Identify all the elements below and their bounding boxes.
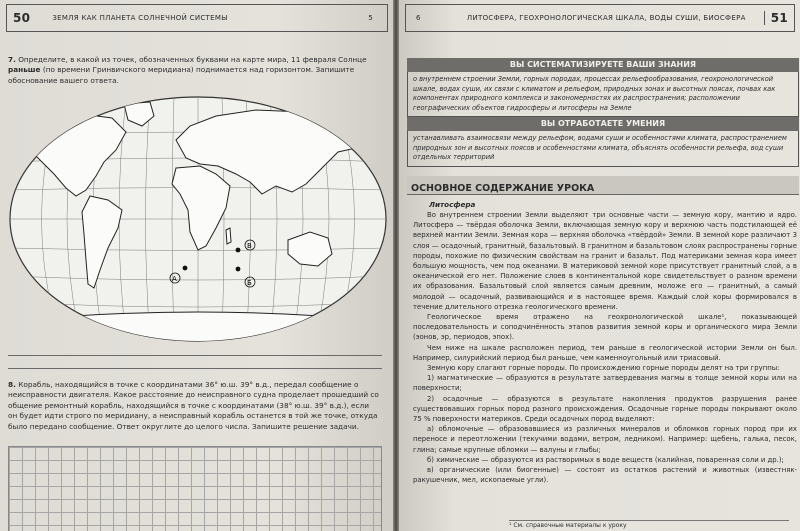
skills-box: [407, 117, 799, 167]
page-number: 51: [764, 11, 794, 25]
list-item: 1) магматические — образуются в результате затвердевания магмы в толще земной коры или на поверхности;: [413, 374, 797, 393]
world-map: [4, 92, 392, 350]
list-item: в) органические (или биогенные) — состоят из остатков растений и животных (известняк-ракушечник, мел, ископаемые угли).: [413, 466, 797, 485]
task-text-continued: (по времени Гринвичского меридиана) поднимается над горизонтом. Запишите обоснование вашего ответа.: [8, 65, 355, 85]
main-heading: ОСНОВНОЕ СОДЕРЖАНИЕ УРОКА: [407, 176, 799, 195]
point-b-label: Б: [247, 279, 252, 287]
task-8: [8, 380, 380, 432]
list-item: б) химические — образуются из растворимых в воде веществ (калийная, поваренная соли и др.);: [427, 455, 784, 464]
left-page-header: [6, 4, 388, 32]
list-item: а) обломочные — образовавшиеся из различных минералов и обломков горных пород при их переносе и переотложении (текучими водами, ветром, ледником). Например: щебень, галька, песок, глина; самые крупные обломки — валуны и глыбы;: [413, 425, 797, 454]
answer-line: [8, 355, 382, 356]
task-number: 8.: [8, 380, 16, 389]
madagascar: [226, 228, 231, 244]
paragraph: Чем ниже на шкале расположен период, тем раньше в геологической истории Земли он был. Например, силурийский период был раньше, чем каменноугольный или триасовый.: [413, 343, 797, 362]
paragraph: Во внутреннем строении Земли выделяют три основные части — земную кору, мантию и ядро. Литосфера — твёрдая оболочка Земли, включающая земную кору и верхнюю часть подстилающей её верхней мантии Земли. Земная кора — верхняя оболочка «твёрдой» Земли. В земной коре различают 3 слоя — осадочный, гранитный, базальтовый. В гранитном и базальтовом слоях распространены горные породы, похожие по физическим свойствам на гранит и базальт. Под материками земная кора имеет большую мощность, чем под океанами. В материковой земной коре присутствует гранитный слой, а в океанической его нет. Положение слоев в континентальной коре свидетельствует о разном времени их образования. Базальтовый слой является самым древним, моложе его — гранитный, а самый молодой — осадочный, развивающийся и в настоящее время. Каждый слой коры формировался в течение длительного отрезка геологического времени.: [413, 211, 797, 311]
list-item: 2) осадочные — образуются в результате накопления продуктов разрушения ранее существовавших горных пород разного происхождения. Осадочные горные породы покрывают около 75 % поверхности материков. Среди осадочных пород выделяют:: [413, 394, 797, 424]
answer-grid: [8, 446, 382, 531]
left-page: [0, 0, 393, 531]
knowledge-box: [407, 58, 799, 117]
skills-box-title: ВЫ ОТРАБОТАЕТЕ УМЕНИЯ: [407, 117, 799, 131]
task-text: Корабль, находящийся в точке с координатами 36° ю.ш. 39° в.д., передал сообщение о неисправности двигателя. Какое расстояние до неисправного судна проделает прошедший со общение ремонтный корабль, находящийся в точке с координатами (38° ю.ш. 39° в.д.), если он будет идти строго по меридиану, а неисправный корабль останется в той же точке, откуда было передано сообщение. Ответ округлите до целого числа. Запишите решение задачи.: [8, 380, 379, 431]
antarctica: [24, 312, 372, 350]
point-v-label: В: [247, 242, 252, 250]
paragraph: Земную кору слагают горные породы. По происхождению горные породы делят на три группы:: [427, 364, 780, 373]
footnote: ¹ См. справочные материалы к уроку: [509, 520, 789, 530]
answer-line: [8, 368, 382, 369]
task-7: [8, 55, 380, 86]
knowledge-box-title: ВЫ СИСТЕМАТИЗИРУЕТЕ ВАШИ ЗНАНИЯ: [407, 58, 799, 72]
knowledge-box-text: о внутреннем строении Земли, горных породах, процессах рельефообразования, геохронологической шкале, водах суши, их связи с климатом и рельефом, природных зонах и высотных поясах, почвах как компонентах природного комплекса и закономерностях их распространения; расположении географических объектов гидросферы и литосферы на Земле: [407, 72, 799, 117]
subheading: Литосфера: [429, 200, 476, 209]
point-v-marker: [236, 248, 241, 253]
task-text: Определите, в какой из точек, обозначенных буквами на карте мира, 11 февраля Солнце: [18, 55, 367, 64]
skills-box-text: устанавливать взаимосвязи между рельефом, водами суши и особенностями климата, распространением природных зон и высотных поясов и особенностями климата, объяснять особенности рельефа, вод суши отдельных территорий: [407, 131, 799, 167]
header-title: ЗЕМЛЯ КАК ПЛАНЕТА СОЛНЕЧНОЙ СИСТЕМЫ: [52, 14, 228, 22]
task-number: 7.: [8, 55, 16, 64]
task-text-emphasis: раньше: [8, 65, 41, 75]
header-section-number: 6: [416, 14, 421, 22]
right-page: [399, 0, 800, 531]
paragraph: Геологическое время отражено на геохронологической шкале¹, показывающей последовательность и соподчинённость этапов развития земной коры и органического мира Земли (эонов, эр, периодов, эпох).: [413, 313, 797, 342]
page-number: 50: [13, 11, 31, 25]
lesson-content: [413, 199, 797, 485]
header-section-number: 5: [368, 14, 373, 22]
point-b-marker: [236, 267, 241, 272]
point-a-label: А: [172, 275, 177, 283]
header-title: ЛИТОСФЕРА, ГЕОХРОНОЛОГИЧЕСКАЯ ШКАЛА, ВОДЫ СУШИ, БИОСФЕРА: [466, 14, 746, 22]
right-page-header: [405, 4, 795, 32]
point-a-marker: [183, 266, 188, 271]
